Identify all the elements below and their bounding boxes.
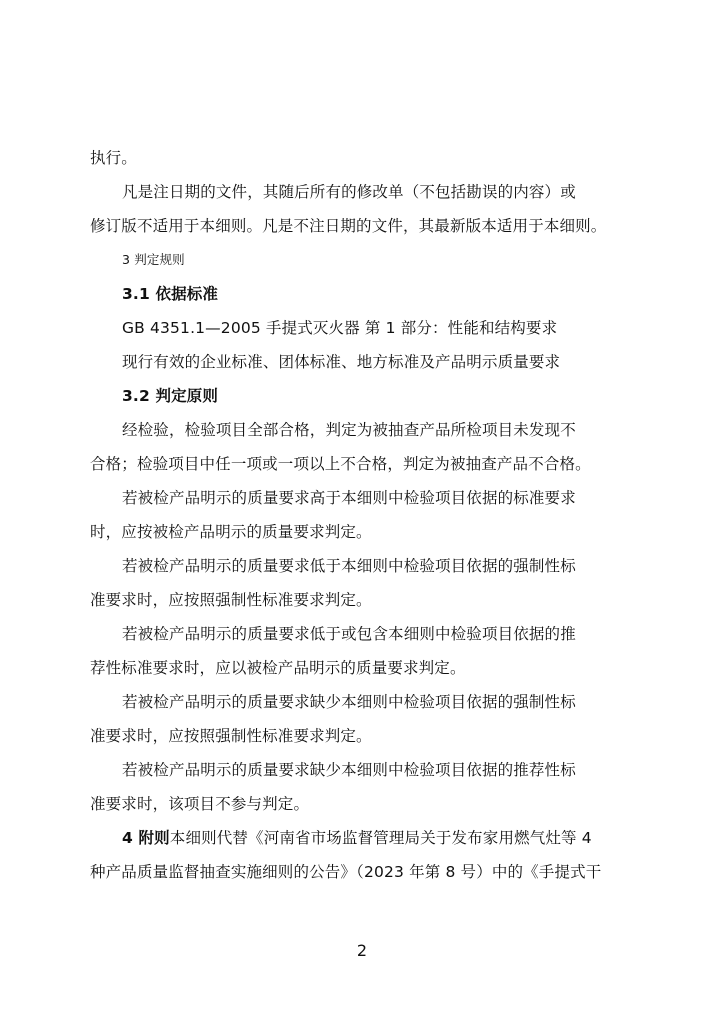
text-line: GB 4351.1—2005 手提式灭火器 第 1 部分：性能和结构要求 (122, 319, 558, 337)
text-line: 种产品质量监督抽查实施细则的公告》（2023 年第 8 号）中的《手提式干 (90, 863, 602, 881)
appendix-heading: 4 附则 (122, 829, 170, 847)
text-line: 凡是注日期的文件，其随后所有的修改单（不包括勘误的内容）或 (122, 183, 576, 201)
text-line: 若被检产品明示的质量要求低于本细则中检验项目依据的强制性标 (122, 557, 576, 575)
text-line: 准要求时，应按照强制性标准要求判定。 (90, 727, 372, 745)
appendix-text: 本细则代替《河南省市场监督管理局关于发布家用燃气灶等 4 (169, 829, 592, 847)
text-line: 准要求时，该项目不参与判定。 (90, 795, 310, 813)
text-line: 若被检产品明示的质量要求低于或包含本细则中检验项目依据的推 (122, 625, 576, 643)
page-number: 2 (356, 941, 368, 960)
text-line: 执行。 (90, 149, 137, 167)
text-line: 若被检产品明示的质量要求缺少本细则中检验项目依据的强制性标 (122, 693, 576, 711)
text-line: 经检验，检验项目全部合格，判定为被抽查产品所检项目未发现不 (122, 421, 576, 439)
text-line: 荐性标准要求时，应以被检产品明示的质量要求判定。 (90, 659, 466, 677)
text-line: 修订版不适用于本细则。凡是不注日期的文件，其最新版本适用于本细则。 (90, 217, 607, 235)
subsection-heading: 3.2 判定原则 (122, 387, 219, 405)
appendix-line (122, 828, 592, 848)
text-line: 若被检产品明示的质量要求高于本细则中检验项目依据的标准要求 (122, 489, 576, 507)
text-line: 准要求时，应按照强制性标准要求判定。 (90, 591, 372, 609)
text-line: 合格；检验项目中任一项或一项以上不合格，判定为被抽查产品不合格。 (90, 455, 591, 473)
text-line: 若被检产品明示的质量要求缺少本细则中检验项目依据的推荐性标 (122, 761, 576, 779)
text-line: 现行有效的企业标准、团体标准、地方标准及产品明示质量要求 (122, 353, 561, 371)
subsection-heading: 3.1 依据标准 (122, 285, 219, 303)
section-heading: 3 判定规则 (122, 252, 185, 267)
text-line: 时，应按被检产品明示的质量要求判定。 (90, 523, 372, 541)
